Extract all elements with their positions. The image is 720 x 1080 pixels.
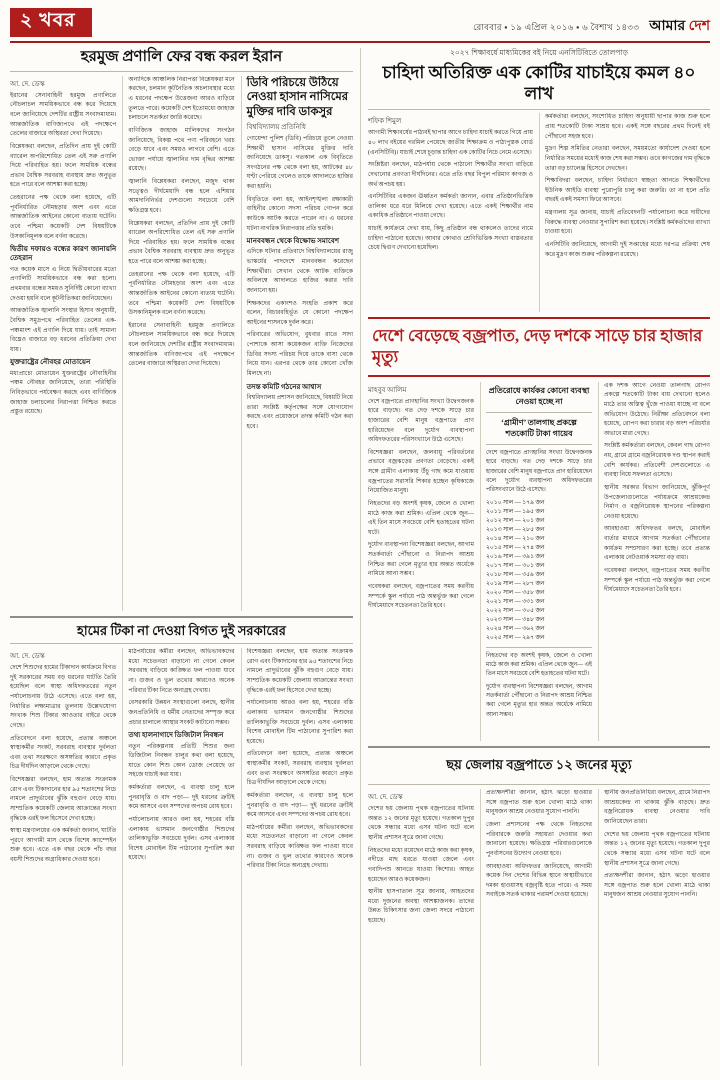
- masthead-right: [473, 8, 710, 38]
- hormuz-col-1: [10, 76, 116, 611]
- six-districts-body: [368, 789, 710, 1066]
- lightning-body: [368, 382, 710, 742]
- paragraph: বিশেষজ্ঞরা বলছেন, হাম অত্যন্ত সংক্রামক রোগ এবং টিকাদানের হার ৯৫ শতাংশের নিচে নামলে প্রাদুর্ভাবের ঝুঁকি বহুগুণ বেড়ে যায়। সাম্প্রতিক কয়েকটি জেলায় আক্রান্তের সংখ্যা বৃদ্ধিকে এরই ফল হিসেবে দেখা হচ্ছে।: [10, 777, 117, 822]
- paragraph: সংশ্লিষ্টরা বলছেন, মাঠপর্যায় থেকে পাঠানো শিক্ষার্থীর সংখ্যা বাড়িয়ে দেখানোর প্রবণতা দীর্ঘদিনের। এতে প্রতি বছর বিপুল পরিমাণ কাগজ ও অর্থ অপচয় হয়।: [368, 162, 533, 188]
- paragraph: পরিবারের অভিযোগ, বুধবার রাতে সাদা পোশাকে আসা কয়েকজন ব্যক্তি নিজেদের ডিবির সদস্য পরিচয় দিয়ে তাকে বাসা থেকে নিয়ে যান। এরপর থেকে তার কোনো খোঁজ মিলছে না।: [246, 332, 353, 377]
- paragraph: জ্বালানি বিশ্লেষকরা বলছেন, মজুদ থাকা সত্ত্বেও দীর্ঘমেয়াদি বন্ধ হলে এশিয়ার আমদানিনির্ভর দেশগুলো সবচেয়ে বেশি ক্ষতিগ্রস্ত হবে।: [128, 179, 235, 214]
- paragraph: দেশে বজ্রপাতে প্রাণহানির সংখ্যা উদ্বেগজনক হারে বাড়ছে। গত দেড় দশকে সাড়ে চার হাজারের বেশি মানুষ বজ্রপাতে প্রাণ হারিয়েছেন বলে দুর্যোগ ব্যবস্থাপনা অধিদফতরের পরিসংখ্যানে উঠে এসেছে।: [486, 450, 592, 494]
- paragraph: স্বাস্থ্য মন্ত্রণালয়ের এক কর্মকর্তা জানান, ঘাটতি পূরণে আগামী মাস থেকে বিশেষ ক্যাম্পেইন শুরু হবে। এতে এক বছর থেকে পাঁচ বছর বয়সী শিশুদের অগ্রাধিকার দেওয়া হবে।: [10, 828, 117, 864]
- paragraph: নিহতদের বড় অংশই কৃষক, জেলে ও খোলা মাঠে কাজ করা শ্রমিক। এপ্রিল থেকে জুন— এই তিন মাসে সবচেয়ে বেশি হতাহতের ঘটনা ঘটে।: [486, 652, 592, 678]
- paragraph: বিশেষজ্ঞরা বলছেন, হাম অত্যন্ত সংক্রামক রোগ এবং টিকাদানের হার ৯৫ শতাংশের নিচে নামলে প্রাদুর্ভাবের ঝুঁকি বহুগুণ বেড়ে যায়। সাম্প্রতিক কয়েকটি জেলায় আক্রান্তের সংখ্যা বৃদ্ধিকে এরই ফল হিসেবে দেখা হচ্ছে।: [246, 649, 353, 694]
- paragraph: দেশে বজ্রপাতে প্রাণহানির সংখ্যা উদ্বেগজনক হারে বাড়ছে। গত দেড় দশকে সাড়ে চার হাজারের বেশি মানুষ বজ্রপাতে প্রাণ হারিয়েছেন বলে দুর্যোগ ব্যবস্থাপনা অধিদফতরের পরিসংখ্যানে উঠে এসেছে।: [368, 398, 474, 444]
- six-col-2: [480, 789, 592, 1066]
- paragraph: ইরানের সেনাবাহিনী হরমুজ প্রণালিতে নৌচলাচল সাময়িকভাবে বন্ধ করে দিয়েছে বলে জানিয়েছে দেশটির রাষ্ট্রীয় সংবাদমাধ্যম। আন্তর্জাতিক বাণিজ্যপথে এই পদক্ষেপে তেলের বাজারে অস্থিরতা দেখা দিয়েছে।: [128, 322, 235, 368]
- hormuz-headline: হরমুজ প্রণালি ফের বন্ধ করল ইরান: [80, 49, 283, 65]
- lightning-highlight-1: প্রতিরোধে কার্যকর কোনো ব্যবস্থা নেওয়া হচ্ছে না: [488, 385, 590, 407]
- six-col-3: [598, 789, 710, 1066]
- paragraph: দেশের ছয় জেলায় পৃথক বজ্রপাতের ঘটনায় অন্তত ১২ জনের মৃত্যু হয়েছে। গতকাল দুপুর থেকে সন্ধ্যার মধ্যে এসব ঘটনা ঘটে বলে স্থানীয় প্রশাসন সূত্রে জানা গেছে।: [368, 806, 474, 842]
- paragraph: জেলা প্রশাসনের পক্ষ থেকে নিহতদের পরিবারকে জরুরি সহায়তা দেওয়ার কথা জানানো হয়েছে। ক্ষতিগ্রস্ত পরিবারগুলোকে পুনর্বাসনের উদ্যোগ নেওয়া হবে।: [486, 822, 592, 857]
- paragraph: এক দশক আগে নেওয়া তালগাছ রোপণ প্রকল্পে শতকোটি টাকা ব্যয় দেখানো হলেও মাঠে তার অস্তিত্ব খুঁজে পাওয়া যাচ্ছে না বলে অভিযোগ উঠেছে। নিরীক্ষা প্রতিবেদনে বলা হয়েছে, রোপণ করা চারার বড় অংশ পরিচর্যার অভাবে মারা গেছে।: [604, 382, 710, 437]
- paragraph: মাঠপর্যায়ের কর্মীরা বলছেন, অভিভাবকদের মধ্যে সচেতনতা বাড়ানো না গেলে কেবল সরবরাহ বাড়িয়ে কাঙ্ক্ষিত ফল পাওয়া যাবে না। গুজব ও ভুল তথ্যের কারণেও অনেক পরিবার টিকা নিতে অনাগ্রহ দেখায়।: [128, 649, 235, 694]
- paragraph: বিবৃতিতে বলা হয়, আইনশৃঙ্খলা রক্ষাকারী বাহিনীর কোনো সদস্য পরিচয় গোপন করে কাউকে আটক করতে পারেন না। এ ধরনের ঘটনা নাগরিক নিরাপত্তার প্রতি হুমকি।: [246, 196, 353, 232]
- paragraph: বাণিজ্যিক জাহাজ মালিকদের সংগঠন জানিয়েছে, বিকল্প পথে পণ্য পরিবহনে খরচ বেড়ে যাবে এবং সময়ও লাগবে বেশি। এতে ভোক্তা পর্যায়ে জ্বালানির দাম বৃদ্ধির আশঙ্কা রয়েছে।: [128, 127, 235, 173]
- paragraph: শিক্ষকদের একাংশও সংহতি প্রকাশ করে বলেন, বিচারবহির্ভূত যে কোনো পদক্ষেপ আইনের শাসনকে দুর্বল করে।: [246, 300, 353, 326]
- table-row: ২০২৫ সাল — ২৯৭ জন: [486, 634, 545, 641]
- left-zone: [10, 48, 353, 1066]
- table-row: ২০১৮ সাল — ৩৫৯ জন: [486, 571, 545, 578]
- six-districts-byline: আ. দে. ডেস্ক: [368, 793, 403, 802]
- divider: [10, 616, 353, 618]
- book-kicker: ২০২৭ শিক্ষাবর্ষে মাধ্যমিকের বই নিয়ে এনসিটিবিতে তোলপাড়: [450, 48, 628, 57]
- lightning-headline: দেশে বেড়েছে বজ্রপাত, দেড় দশকে সাড়ে চার হাজার মৃত্যু: [372, 325, 703, 367]
- paragraph: নতুন পরিকল্পনায় প্রতিটি শিশুর জন্য ডিজিটাল নিবন্ধন চালুর কথা বলা হয়েছে, যাতে কোন শিশু কোন ডোজ পেয়েছে তা সহজে যাচাই করা যায়।: [128, 743, 235, 779]
- paragraph: এদিকে ঘটনার প্রতিবাদে বিশ্ববিদ্যালয়ের রাজু ভাস্কর্যের পাদদেশে মানববন্ধন করেছেন শিক্ষার্থীরা। সেখান থেকে আটক ব্যক্তিকে অবিলম্বে আদালতে হাজির করার দাবি জানানো হয়।: [246, 249, 353, 294]
- paragraph: কর্মকর্তারা বলছেন, এ ব্যবস্থা চালু হলে পুনরাবৃত্তি ও বাদ পড়া— দুই ধরনের ত্রুটিই কমে আসবে এবং সম্পদের অপচয় রোধ হবে।: [128, 785, 235, 811]
- table-row: ২০১৭ সাল — ৩০১ জন: [486, 562, 545, 569]
- vaccine-byline: আ. দে. ডেস্ক: [10, 652, 45, 661]
- paragraph: মুদ্রণ শিল্প সমিতির নেতারা বলছেন, সময়মতো কার্যাদেশ দেওয়া হলে নির্ধারিত সময়ের মধ্যেই কাজ শেষ করা সম্ভব। তবে কাগজের দাম বৃদ্ধিকে তারা বড় চ্যালেঞ্জ হিসেবে দেখছেন।: [545, 146, 710, 172]
- book-col-2: [539, 113, 710, 311]
- vaccine-body: [10, 648, 353, 1066]
- table-row: ২০২০ সাল — ৩৫৮ জন: [486, 589, 545, 596]
- book-body: [368, 113, 710, 311]
- lightning-col-1: [368, 382, 474, 742]
- vaccine-col-1: [10, 648, 116, 1066]
- paragraph: গবেষকরা বলছেন, বজ্রপাতের সময় করণীয় সম্পর্কে স্কুল পর্যায়ে পাঠ অন্তর্ভুক্ত করা গেলে দীর্ঘমেয়াদে সচেতনতা তৈরি হবে।: [368, 583, 474, 610]
- paragraph: তেহরানের পক্ষ থেকে বলা হয়েছে, এটি পূর্বনির্ধারিত নৌমহড়ার অংশ এবং এতে আন্তর্জাতিক আইনের কোনো ব্যত্যয় ঘটেনি। তবে পশ্চিমা কয়েকটি দেশ বিষয়টিকে উসকানিমূলক বলে বর্ণনা করেছে।: [10, 195, 117, 240]
- paragraph: স্থানীয় জনপ্রতিনিধিরা বলছেন, গ্রামে নিরাপদ আশ্রয়কেন্দ্র না থাকায় ঝুঁকি বাড়ছে। দ্রুত বজ্রনিরোধক ব্যবস্থা নেওয়ার দাবি জানিয়েছেন তারা।: [604, 790, 710, 826]
- divider: [10, 643, 353, 644]
- paragraph: শিক্ষাবিদরা বলছেন, চাহিদা নির্ধারণে স্বচ্ছতা আনতে শিক্ষার্থীদের ইউনিক আইডি ব্যবস্থা পুরোপুরি চালু করা জরুরি। তা না হলে প্রতি বছরই একই সমস্যা ফিরে আসবে।: [545, 178, 710, 204]
- divider: [486, 444, 592, 445]
- dv-subhead-2: তদন্ত কমিটি গঠনের আশ্বাস: [246, 382, 322, 391]
- dv-subhead-1: মানববন্ধন থেকে বিক্ষোভ সমাবেশ: [246, 237, 340, 246]
- divider: [486, 412, 592, 413]
- paragraph: পর্যালোচনায় আরও বলা হয়, শহরের বস্তি এলাকায় ভাসমান জনগোষ্ঠীর শিশুদের তালিকাভুক্তি সবচেয়ে দুর্বল। এসব এলাকায় বিশেষ মোবাইল টিম পাঠানোর সুপারিশ করা হয়েছে।: [128, 816, 235, 862]
- date-line: রোববার ▪ ১৯ এপ্রিল ২০১৬ ▪ ৬ বৈশাখ ১৪৩৩: [473, 22, 640, 32]
- book-byline: শফিক শিমুল: [368, 117, 402, 126]
- divider: [368, 109, 710, 110]
- paragraph: গত কয়েক মাসে এ নিয়ে দ্বিতীয়বারের মতো প্রণালিটি সাময়িকভাবে বন্ধ করা হলো। প্রথমবার বন্ধের সময়ও সুনির্দিষ্ট কোনো ব্যাখ্যা দেওয়া হয়নি বলে কূটনীতিকরা জানিয়েছেন।: [10, 266, 117, 302]
- paragraph: বিশেষজ্ঞরা বলছেন, জলবায়ু পরিবর্তনের প্রভাবে বজ্রঝড়ের প্রবণতা বেড়েছে। একই সঙ্গে গ্রামীণ এলাকায় উঁচু গাছ কমে যাওয়ায় বজ্রপাতের সরাসরি শিকার হচ্ছেন কৃষিকাজে নিয়োজিত মানুষ।: [368, 449, 474, 495]
- table-row: ২০১২ সাল — ২০১ জন: [486, 517, 545, 524]
- paragraph: নিহতদের মধ্যে রয়েছেন মাঠে কাজ করা কৃষক, নদীতে মাছ ধরতে যাওয়া জেলে এবং গবাদিপশু আনতে যাওয়া কিশোর। আহত হয়েছেন আরও কয়েকজন।: [368, 847, 474, 883]
- vaccine-col-2: [122, 648, 234, 1066]
- table-row: ২০২৪ সাল — ৩৬২ জন: [486, 625, 545, 632]
- hormuz-subhead-1: দ্বিতীয় দফায়ও বন্ধের কারণ জানায়নি তেহরান: [10, 245, 117, 263]
- table-row: ২০১০ সাল — ১৭৯ জন: [486, 499, 545, 506]
- paragraph: কর্মকর্তারা বলছেন, সংশোধিত চাহিদা অনুযায়ী ছাপার কাজ শুরু হলে প্রায় শতকোটি টাকা সাশ্রয় হবে। একই সঙ্গে বছরের প্রথম দিনেই বই পৌঁছানো সহজ হবে।: [545, 114, 710, 140]
- dv-byline: বিশ্ববিদ্যালয় প্রতিনিধি: [246, 122, 306, 131]
- paragraph: বিশ্ববিদ্যালয় প্রশাসন জানিয়েছে, বিষয়টি নিয়ে তারা সংশ্লিষ্ট কর্তৃপক্ষের সঙ্গে যোগাযোগ করছে এবং প্রয়োজনে তদন্ত কমিটি গঠন করা হবে।: [246, 394, 353, 430]
- paragraph: আবহাওয়া অধিদফতর বলছে, মোবাইল বার্তার মাধ্যমে আগাম সতর্কতা পৌঁছানোর কার্যক্রম সম্প্রসারণ করা হচ্ছে। তবে প্রত্যন্ত এলাকায় নেটওয়ার্ক সমস্যা বড় বাধা।: [604, 526, 710, 562]
- book-headline: চাহিদা অতিরিক্ত এক কোটির যাচাইয়ে কমল ৪০ লাখ: [382, 63, 696, 104]
- paragraph: পর্যালোচনায় আরও বলা হয়, শহরের বস্তি এলাকায় ভাসমান জনগোষ্ঠীর শিশুদের তালিকাভুক্তি সবচেয়ে দুর্বল। এসব এলাকায় বিশেষ মোবাইল টিম পাঠানোর সুপারিশ করা হয়েছে।: [246, 700, 353, 745]
- paragraph: মন্ত্রণালয় সূত্র জানায়, যাচাই প্রতিবেদনটি পর্যালোচনা করে দায়ীদের বিরুদ্ধে ব্যবস্থা নেওয়ার সুপারিশ করা হয়েছে। সংশ্লিষ্ট কর্মকর্তাদের ব্যাখ্যা চাওয়া হবে।: [545, 210, 710, 236]
- table-row: ২০১৬ সাল — ৩৯১ জন: [486, 553, 545, 560]
- table-row: ২০২২ সাল — ৩০৫ জন: [486, 607, 545, 614]
- divider: [10, 71, 353, 72]
- book-col-1: [368, 113, 533, 311]
- paragraph: বেসরকারি উন্নয়ন সংস্থাগুলো বলছে, স্থানীয় জনপ্রতিনিধি ও ধর্মীয় নেতাদের সম্পৃক্ত করে প্রচার চালালে আস্থার সংকট কাটানো সম্ভব।: [128, 700, 235, 726]
- right-zone: [368, 48, 710, 1066]
- paragraph: গোয়েন্দা পুলিশ (ডিবি) পরিচয়ে তুলে নেওয়া শিক্ষার্থী হাসান নাসিমের মুক্তির দাবি জানিয়েছে ডাকসু। গতকাল এক বিবৃতিতে সংগঠনের পক্ষ থেকে বলা হয়, আটকের ৪৮ ঘণ্টা পেরিয়ে গেলেও তাকে আদালতে হাজির করা হয়নি।: [246, 135, 353, 190]
- paragraph: প্রতিবেদনে বলা হয়েছে, প্রত্যন্ত অঞ্চলে স্বাস্থ্যকর্মীর সংকট, সরবরাহ ব্যবস্থার দুর্বলতা এবং তথ্য সংরক্ষণে অসঙ্গতির কারণে প্রকৃত চিত্র দীর্ঘদিন আড়ালে থেকে গেছে।: [246, 751, 353, 787]
- divider: [486, 647, 592, 648]
- table-row: ২০২১ সাল — ৩৩১ জন: [486, 598, 545, 605]
- table-row: ২০১৫ সাল — ২৭৪ জন: [486, 544, 545, 551]
- paragraph: গবেষকরা বলছেন, বজ্রপাতের সময় করণীয় সম্পর্কে স্কুল পর্যায়ে পাঠ অন্তর্ভুক্ত করা গেলে দীর্ঘমেয়াদে সচেতনতা তৈরি হবে।: [604, 567, 710, 594]
- lightning-highlight-2: ‘গ্রামীণ’ তালগাছ প্রকল্পে শতকোটি টাকা গায়েব: [501, 417, 577, 439]
- paragraph: প্রত্যক্ষদর্শীরা জানান, হঠাৎ ঝড়ো হাওয়ার সঙ্গে বজ্রপাত শুরু হলে খোলা মাঠে থাকা মানুষজন আশ্রয় নেওয়ার সুযোগ পাননি।: [604, 873, 710, 899]
- paragraph: এনসিটিবির একজন ঊর্ধ্বতন কর্মকর্তা জানান, এবার প্রতিষ্ঠানভিত্তিক তালিকা ধরে ধরে মিলিয়ে দেখা হয়েছে। এতে একই শিক্ষার্থীর নাম একাধিক প্রতিষ্ঠানে পাওয়া গেছে।: [368, 194, 533, 220]
- paragraph: তেহরানের পক্ষ থেকে বলা হয়েছে, এটি পূর্বনির্ধারিত নৌমহড়ার অংশ এবং এতে আন্তর্জাতিক আইনের কোনো ব্যত্যয় ঘটেনি। তবে পশ্চিমা কয়েকটি দেশ বিষয়টিকে উসকানিমূলক বলে বর্ণনা করেছে।: [128, 271, 235, 317]
- brand-first: আমার: [649, 19, 689, 34]
- vaccine-col-3: [241, 648, 353, 1066]
- paragraph: দুর্যোগ ব্যবস্থাপনা বিশেষজ্ঞরা বলছেন, আগাম সতর্কবার্তা পৌঁছানো ও নিরাপদ আশ্রয় নিশ্চিত করা গেলে মৃত্যুর হার অন্তত অর্ধেকে নামিয়ে আনা সম্ভব।: [368, 542, 474, 578]
- dv-headline: ডিবি পরিচয়ে উঠিয়ে নেওয়া হাসান নাসিমের মুক্তির দাবি ডাকসুর: [246, 76, 349, 118]
- table-row: ২০১৪ সাল — ২১০ জন: [486, 535, 545, 542]
- hormuz-subhead-2: যুক্তরাষ্ট্রের নৌবহর মোতায়েন: [10, 358, 91, 367]
- paragraph: বিশ্লেষকরা বলছেন, প্রতিদিন প্রায় দুই কোটি ব্যারেল অপরিশোধিত তেল এই সরু প্রণালি দিয়ে পরিবাহিত হয়। ফলে সাময়িক বন্ধের প্রভাব বৈশ্বিক সরবরাহ ব্যবস্থায় দ্রুত অনুভূত হতে পারে বলে আশঙ্কা করা হচ্ছে।: [10, 143, 117, 189]
- column-separator: [360, 48, 361, 1066]
- vaccine-headline: হামের টিকা না দেওয়া বিগত দুই সরকারের: [77, 622, 286, 638]
- paragraph: দেশে শিশুদের হামের টিকাদান কার্যক্রমে বিগত দুই সরকারের সময় বড় ধরনের ঘাটতি তৈরি হয়েছিল বলে স্বাস্থ্য অধিদফতরের নতুন পর্যালোচনায় উঠে এসেছে। এতে বলা হয়, নির্ধারিত লক্ষ্যমাত্রার তুলনায় উল্লেখযোগ্য সংখ্যক শিশু টিকার আওতার বাইরে থেকে গেছে।: [10, 665, 117, 729]
- paragraph: সংশ্লিষ্ট কর্মকর্তারা বলছেন, কেবল গাছ রোপণ নয়, গ্রামে গ্রামে বজ্রনিরোধক দণ্ড স্থাপন করাই বেশি কার্যকর। প্রতিবেশী দেশগুলোতে এ ব্যবস্থা নিয়ে সফলতা এসেছে।: [604, 443, 710, 479]
- paragraph: আগামী শিক্ষাবর্ষের পাঠ্যবই ছাপার আগে চাহিদা যাচাই করতে গিয়ে প্রায় ৪০ লাখ বইয়ের গরমিল পেয়েছে জাতীয় শিক্ষাক্রম ও পাঠ্যপুস্তক বোর্ড (এনসিটিবি)। যাচাই শেষে চূড়ান্ত চাহিদা এক কোটির নিচে নেমে এসেছে।: [368, 130, 533, 156]
- paragraph: আবহাওয়া অধিদফতর জানিয়েছে, আগামী কয়েক দিন দেশের বিভিন্ন স্থানে অস্থায়ীভাবে দমকা হাওয়াসহ বজ্রবৃষ্টি হতে পারে। এ সময় সবাইকে সতর্ক থাকার পরামর্শ দেওয়া হয়েছে।: [486, 863, 592, 899]
- table-row: ২০২৩ সাল — ৩৪৮ জন: [486, 616, 545, 623]
- paragraph: কর্মকর্তারা বলছেন, এ ব্যবস্থা চালু হলে পুনরাবৃত্তি ও বাদ পড়া— দুই ধরনের ত্রুটিই কমে আসবে এবং সম্পদের অপচয় রোধ হবে।: [246, 792, 353, 819]
- lightning-headline-box: [368, 317, 710, 377]
- paragraph: এনসিটিবি জানিয়েছে, আগামী দুই সপ্তাহের মধ্যে দরপত্র প্রক্রিয়া শেষ করে মুদ্রণ কাজ শুরুর পরিকল্পনা রয়েছে।: [545, 241, 710, 258]
- hormuz-byline: আ. দে. ডেস্ক: [10, 79, 45, 88]
- paragraph: মধ্যপ্রাচ্যে মোতায়েন যুক্তরাষ্ট্রের নৌবাহিনীর পঞ্চম নৌবহর জানিয়েছে, তারা পরিস্থিতি নিবিড়ভাবে পর্যবেক্ষণ করছে এবং বাণিজ্যিক জাহাজ চলাচলের নিরাপত্তা নিশ্চিত করতে প্রস্তুত রয়েছে।: [10, 370, 117, 416]
- table-row: ২০১৯ সাল — ২৮৭ জন: [486, 580, 545, 587]
- dv-col: [241, 76, 353, 611]
- six-districts-headline: ছয় জেলায় বজ্রপাতে ১২ জনের মৃত্যু: [446, 757, 632, 773]
- paragraph: দেশের ছয় জেলায় পৃথক বজ্রপাতের ঘটনায় অন্তত ১২ জনের মৃত্যু হয়েছে। গতকাল দুপুর থেকে সন্ধ্যার মধ্যে এসব ঘটনা ঘটে বলে স্থানীয় প্রশাসন সূত্রে জানা গেছে।: [604, 831, 710, 867]
- brand-second: দেশ: [688, 19, 710, 34]
- hormuz-body: [10, 76, 353, 611]
- paragraph: ইরানের সেনাবাহিনী হরমুজ প্রণালিতে নৌচলাচল সাময়িকভাবে বন্ধ করে দিয়েছে বলে জানিয়েছে দেশটির রাষ্ট্রীয় সংবাদমাধ্যম। আন্তর্জাতিক বাণিজ্যপথে এই পদক্ষেপে তেলের বাজারে অস্থিরতা দেখা দিয়েছে।: [10, 92, 117, 138]
- table-row: ২০১১ সাল — ১৯৫ জন: [486, 508, 545, 515]
- paragraph: বিশ্লেষকরা বলছেন, প্রতিদিন প্রায় দুই কোটি ব্যারেল অপরিশোধিত তেল এই সরু প্রণালি দিয়ে পরিবাহিত হয়। ফলে সাময়িক বন্ধের প্রভাব বৈশ্বিক সরবরাহ ব্যবস্থায় দ্রুত অনুভূত হতে পারে বলে আশঙ্কা করা হচ্ছে।: [128, 220, 235, 265]
- hormuz-col-2: [122, 76, 234, 611]
- lightning-col-3: [598, 382, 710, 742]
- lightning-byline: মাহবুব আলিম: [368, 385, 407, 394]
- brand-title: [649, 14, 710, 38]
- lightning-col-2: [480, 382, 592, 742]
- paragraph: নিহতদের বড় অংশই কৃষক, জেলে ও খোলা মাঠে কাজ করা শ্রমিক। এপ্রিল থেকে জুন— এই তিন মাসে সবচেয়ে বেশি হতাহতের ঘটনা ঘটে।: [368, 500, 474, 536]
- vaccine-subhead-1: তথ্য হালনাগাদে ডিজিটাল নিবন্ধন: [128, 731, 224, 740]
- paragraph: দুর্যোগ ব্যবস্থাপনা বিশেষজ্ঞরা বলছেন, আগাম সতর্কবার্তা পৌঁছানো ও নিরাপদ আশ্রয় নিশ্চিত করা গেলে মৃত্যুর হার অন্তত অর্ধেকে নামিয়ে আনা সম্ভব।: [486, 683, 592, 718]
- paragraph: প্রতিবেদনে বলা হয়েছে, প্রত্যন্ত অঞ্চলে স্বাস্থ্যকর্মীর সংকট, সরবরাহ ব্যবস্থার দুর্বলতা এবং তথ্য সংরক্ষণে অসঙ্গতির কারণে প্রকৃত চিত্র দীর্ঘদিন আড়ালে থেকে গেছে।: [10, 735, 117, 771]
- masthead: [10, 8, 710, 43]
- section-label: ২ খবর: [10, 8, 92, 37]
- paragraph: আন্তর্জাতিক জ্বালানি সংস্থার হিসাব অনুযায়ী, বৈশ্বিক সমুদ্রপথে পরিবাহিত তেলের এক-পঞ্চমাংশ এই প্রণালি দিয়ে যায়। তাই সামান্য বিঘ্নেও বাজারে বড় ধরনের প্রতিক্রিয়া দেখা যায়।: [10, 308, 117, 353]
- paragraph: অন্যদিকে আঞ্চলিক নিরাপত্তা বিশ্লেষকরা মনে করছেন, চলমান কূটনৈতিক অচলাবস্থার মধ্যে এ ধরনের পদক্ষেপ উত্তেজনা আরও বাড়িয়ে তুলতে পারে। কয়েকটি দেশ ইতোমধ্যে জাহাজ চলাচলে সতর্কতা জারি করেছে।: [128, 76, 235, 122]
- six-col-1: [368, 789, 474, 1066]
- paragraph: স্থানীয় সরকার বিভাগ জানিয়েছে, ঝুঁকিপূর্ণ উপজেলাগুলোতে পর্যায়ক্রমে আশ্রয়কেন্দ্র নির্মাণ ও বজ্রনিরোধক স্থাপনের পরিকল্পনা নেওয়া হয়েছে।: [604, 484, 710, 520]
- paragraph: মাঠপর্যায়ের কর্মীরা বলছেন, অভিভাবকদের মধ্যে সচেতনতা বাড়ানো না গেলে কেবল সরবরাহ বাড়িয়ে কাঙ্ক্ষিত ফল পাওয়া যাবে না। গুজব ও ভুল তথ্যের কারণেও অনেক পরিবার টিকা নিতে অনাগ্রহ দেখায়।: [246, 824, 353, 870]
- paragraph: যাচাই কার্যক্রমে দেখা যায়, কিছু প্রতিষ্ঠান বন্ধ থাকলেও তাদের নামে চাহিদা পাঠানো হয়েছে। আবার কোথাও শ্রেণিভিত্তিক সংখ্যা বাস্তবতার চেয়ে দ্বিগুণ দেখানো হয়েছিল।: [368, 226, 533, 252]
- paragraph: স্থানীয় হাসপাতাল সূত্র জানায়, আহতদের মধ্যে দুজনের অবস্থা আশঙ্কাজনক। তাদের উন্নত চিকিৎসার জন্য জেলা সদরে পাঠানো হয়েছে।: [368, 889, 474, 925]
- paragraph: প্রত্যক্ষদর্শীরা জানান, হঠাৎ ঝড়ো হাওয়ার সঙ্গে বজ্রপাত শুরু হলে খোলা মাঠে থাকা মানুষজন আশ্রয় নেওয়ার সুযোগ পাননি।: [486, 790, 592, 816]
- table-row: ২০১৩ সাল — ২৮৫ জন: [486, 526, 545, 533]
- lightning-table: [486, 499, 592, 643]
- page-grid: [10, 48, 710, 1066]
- divider: [368, 784, 710, 785]
- divider: [368, 746, 710, 748]
